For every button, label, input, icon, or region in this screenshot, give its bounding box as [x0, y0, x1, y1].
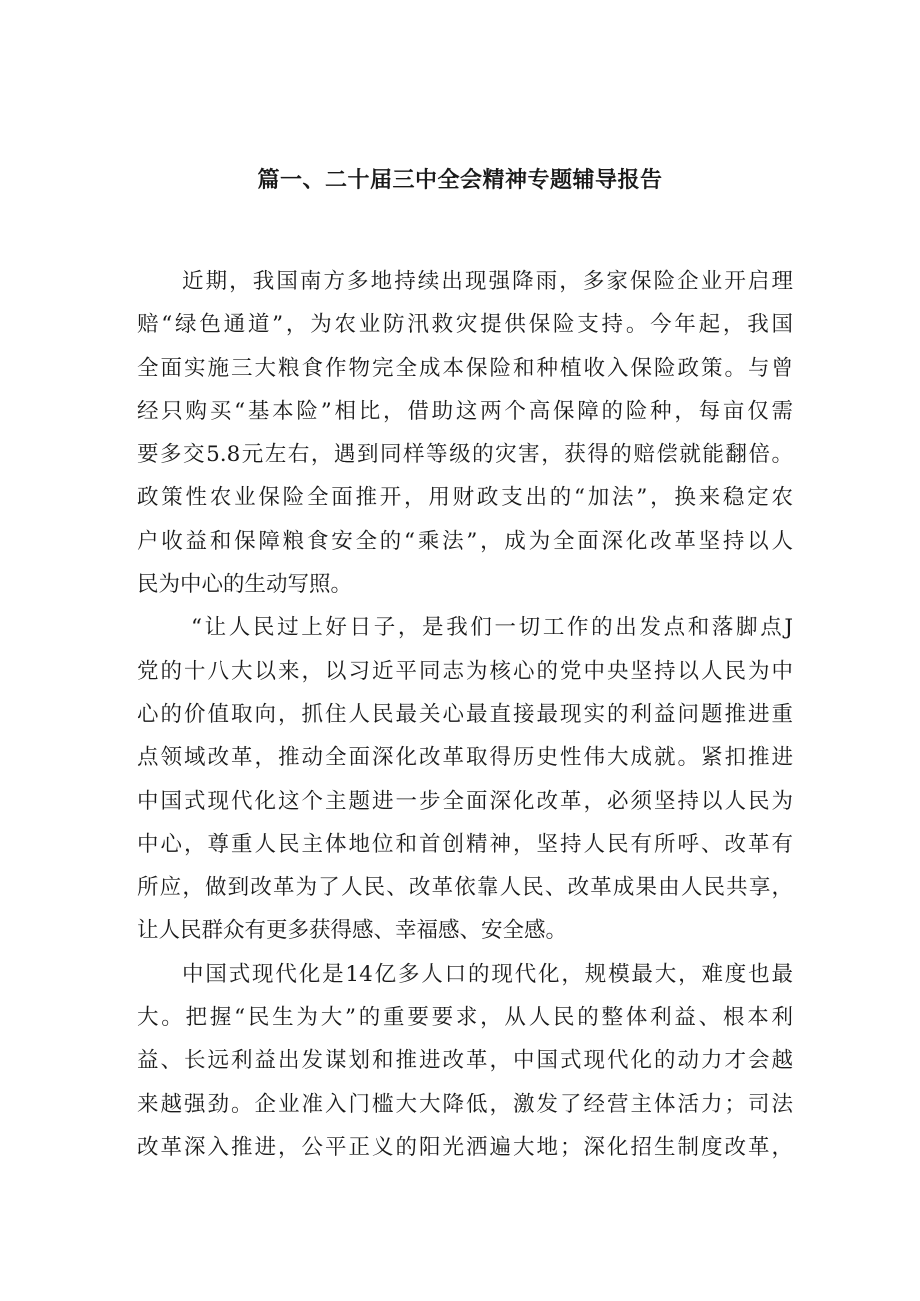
paragraph-1-line: 赔“绿色通道”，为农业防汛救灾提供保险支持。今年起，我国 [137, 312, 793, 338]
paragraph-3-line: 益、长远利益出发谋划和推进改革，中国式现代化的动力才会越 [137, 1048, 793, 1074]
paragraph-1-line: 政策性农业保险全面推开，用财政支出的“加法”，换来稳定农 [137, 485, 793, 511]
paragraph-1-line: 经只购买“基本险”相比，借助这两个高保障的险种，每亩仅需 [137, 398, 793, 424]
paragraph-2-line: “让人民过上好日子，是我们一切工作的出发点和落脚点J [191, 615, 793, 641]
paragraph-1-line: 要多交5.8元左右，遇到同样等级的灾害，获得的赔偿就能翻倍。 [137, 442, 793, 468]
paragraph-2-line: 党的十八大以来，以习近平同志为核心的党中央坚持以人民为中 [137, 658, 793, 684]
paragraph-2-line: 中心，尊重人民主体地位和首创精神，坚持人民有所呼、改革有 [137, 831, 793, 857]
paragraph-1-line: 户收益和保障粮食安全的“乘法”，成为全面深化改革坚持以人 [137, 528, 793, 554]
document-title: 篇一、二十届三中全会精神专题辅导报告 [257, 168, 663, 193]
paragraph-1-line: 民为中心的生动写照。 [137, 572, 353, 598]
paragraph-2-line: 中国式现代化这个主题进一步全面深化改革，必须坚持以人民为 [137, 788, 793, 814]
paragraph-3-line: 中国式现代化是14亿多人口的现代化，规模最大，难度也最 [182, 961, 793, 987]
paragraph-2-line: 让人民群众有更多获得感、幸福感、安全感。 [137, 918, 568, 944]
paragraph-3-line: 改革深入推进，公平正义的阳光洒遍大地；深化招生制度改革， [137, 1134, 793, 1160]
paragraph-3-line: 来越强劲。企业准入门槛大大降低，激发了经营主体活力；司法 [137, 1091, 793, 1117]
document-body [137, 260, 793, 1169]
paragraph-2-line: 点领域改革，推动全面深化改革取得历史性伟大成就。紧扣推进 [137, 745, 793, 771]
paragraph-2-line: 所应，做到改革为了人民、改革依靠人民、改革成果由人民共享， [137, 875, 793, 901]
paragraph-1-line: 近期，我国南方多地持续出现强降雨，多家保险企业开启理 [182, 269, 793, 294]
paragraph-3-line: 大。把握“民生为大”的重要要求，从人民的整体利益、根本利 [137, 1005, 793, 1031]
paragraph-1-line: 全面实施三大粮食作物完全成本保险和种植收入保险政策。与曾 [137, 355, 793, 381]
paragraph-2-line: 心的价值取向，抓住人民最关心最直接最现实的利益问题推进重 [137, 701, 793, 727]
